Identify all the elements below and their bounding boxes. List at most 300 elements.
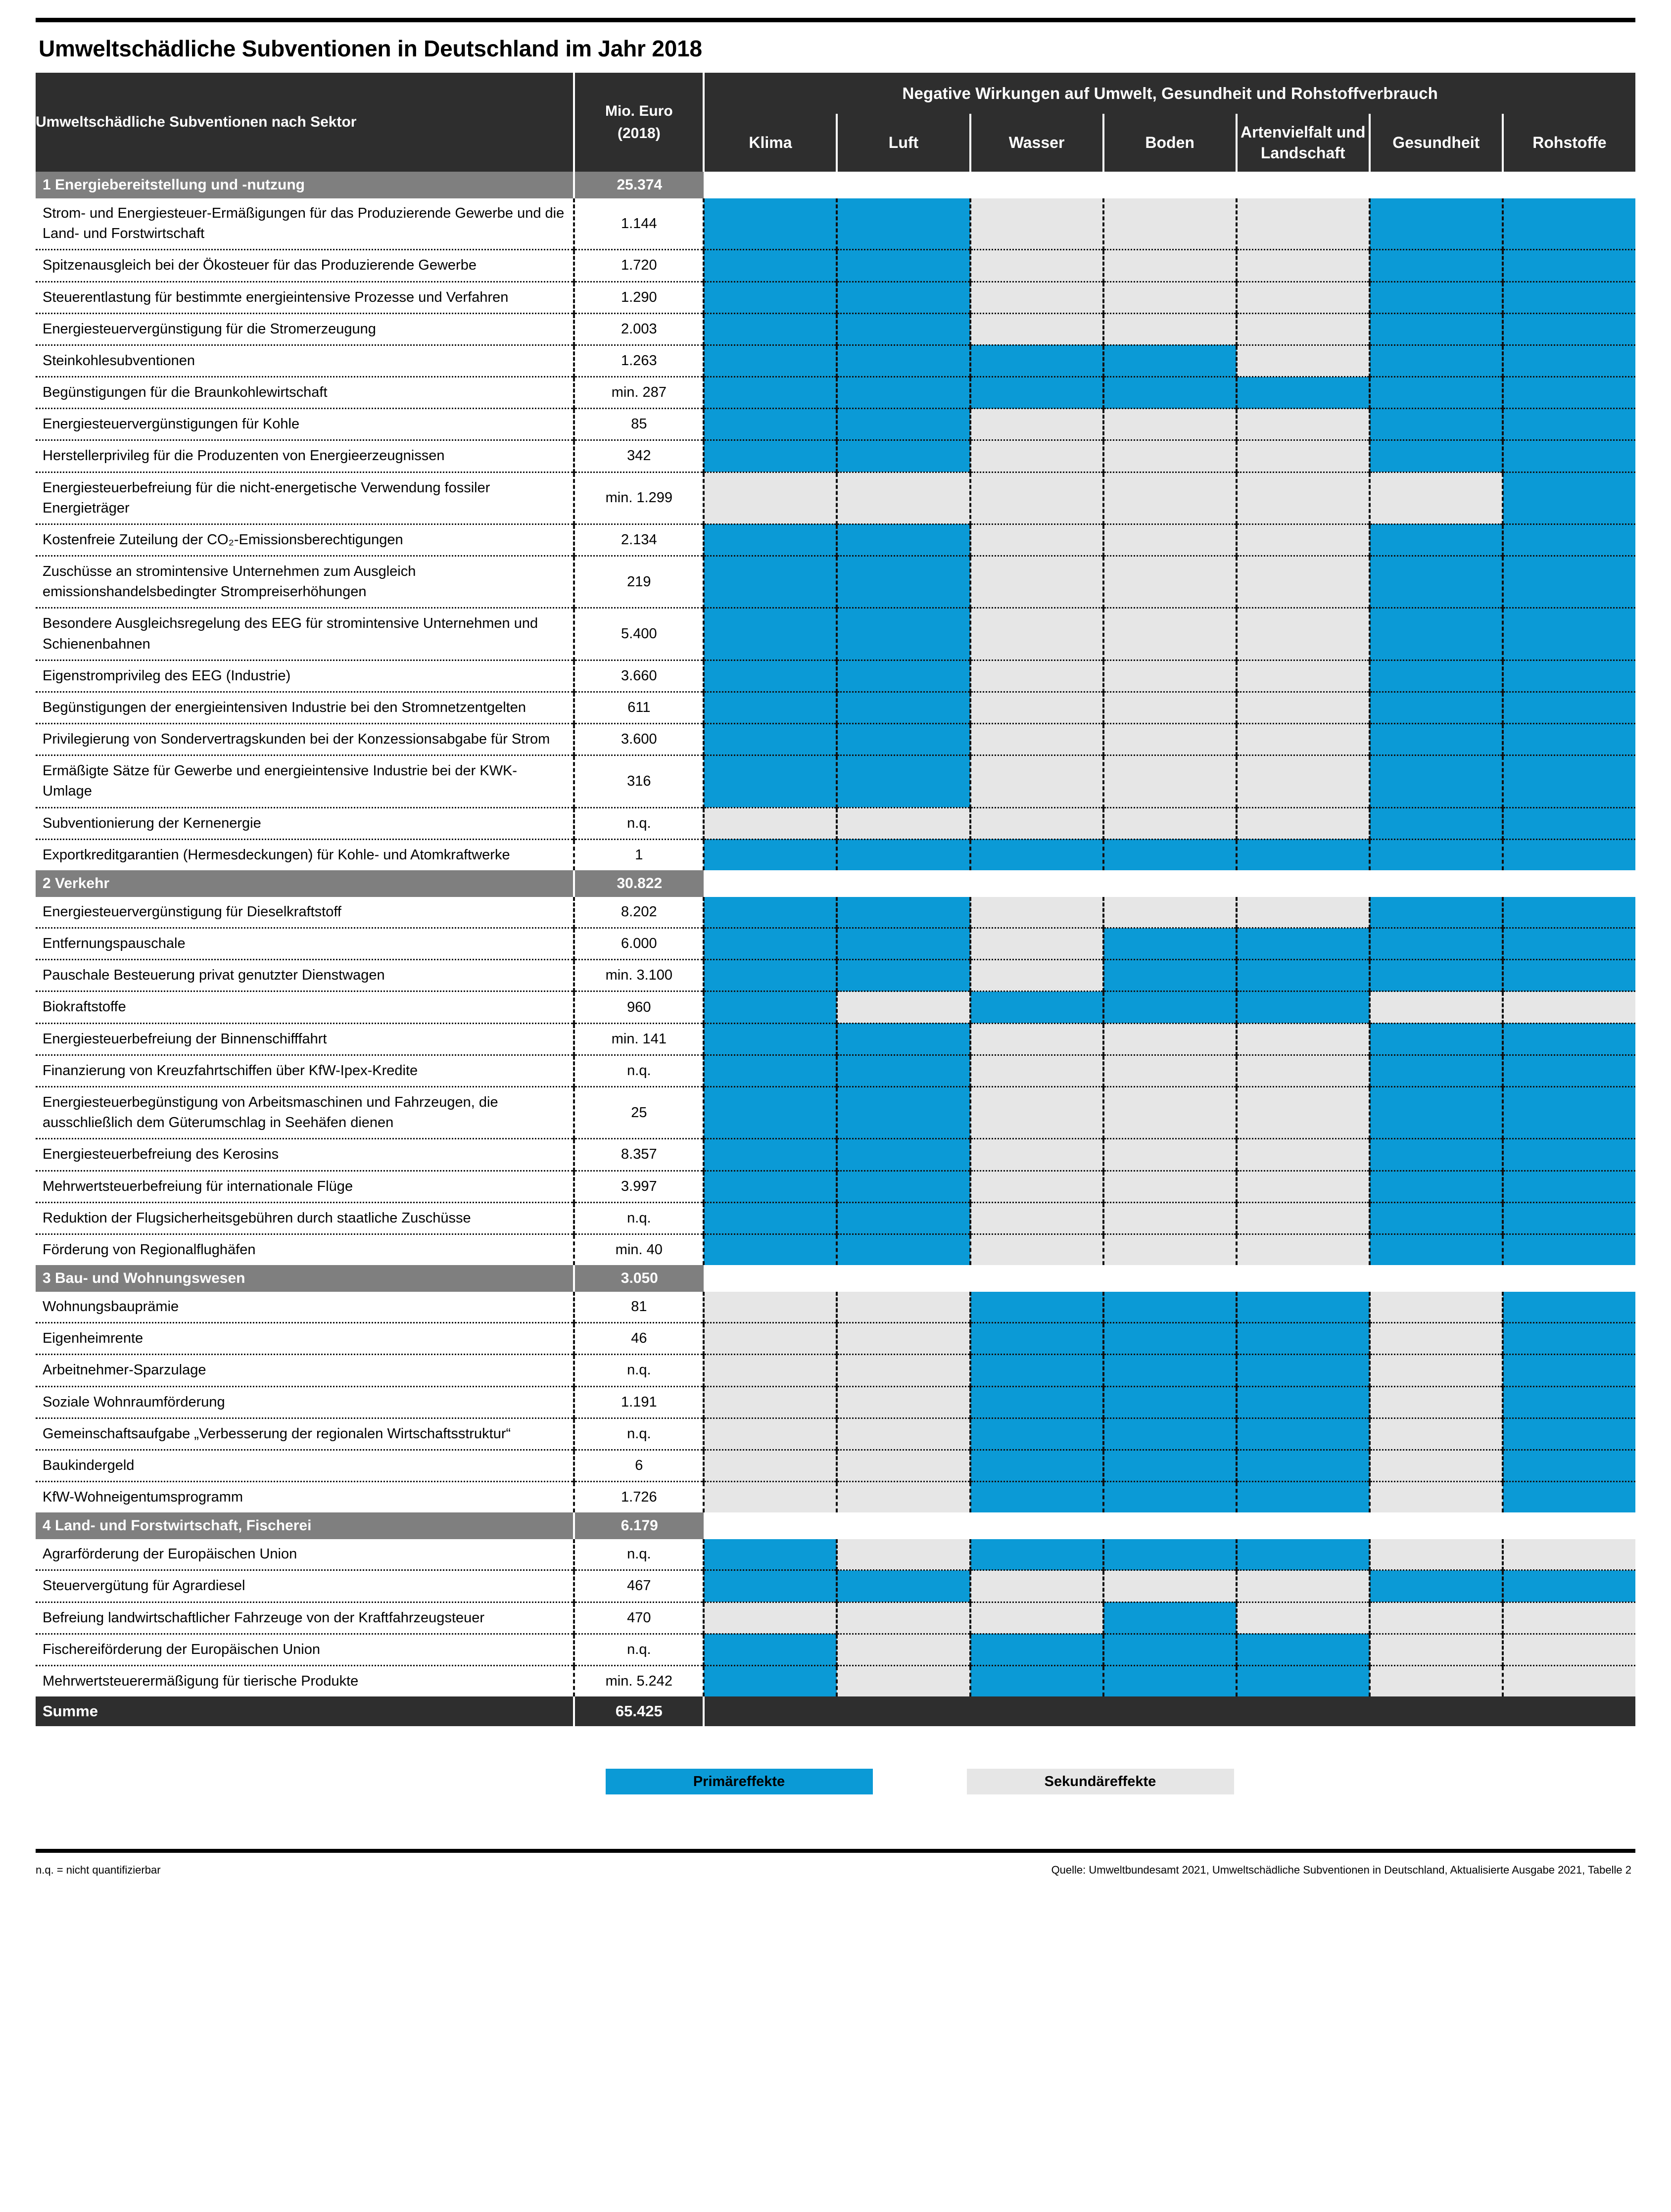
effect-cell <box>1503 755 1635 807</box>
subsidy-name: Reduktion der Flugsicherheitsgebühren durch staatliche Zuschüsse <box>36 1202 574 1234</box>
effect-cell <box>1103 1086 1237 1138</box>
effect-cell <box>1237 991 1370 1023</box>
table-row <box>36 692 1635 723</box>
effect-cell <box>970 1323 1103 1355</box>
subsidy-value: 342 <box>574 440 704 472</box>
subsidy-name: Steinkohlesubventionen <box>36 345 574 377</box>
effect-cell <box>837 1665 970 1696</box>
effect-cell <box>1237 960 1370 991</box>
header-effect-luft: Luft <box>837 114 970 172</box>
effect-cell <box>970 1055 1103 1086</box>
effect-cell <box>1503 1139 1635 1171</box>
table-row <box>36 440 1635 472</box>
subsidy-value: 470 <box>574 1602 704 1634</box>
subsidy-name: Subventionierung der Kernenergie <box>36 807 574 839</box>
effect-cell <box>704 250 837 282</box>
header-effects-group: Negative Wirkungen auf Umwelt, Gesundheit und Rohstoffverbrauch <box>704 73 1635 114</box>
effect-cell <box>1370 472 1503 524</box>
effect-cell <box>704 724 837 755</box>
source-citation: Quelle: Umweltbundesamt 2021, Umweltschädliche Subventionen in Deutschland, Aktualisierte Ausgabe 2021, Tabelle 2 <box>1051 1864 1631 1877</box>
effect-cell <box>1503 1055 1635 1086</box>
subsidies-table <box>36 73 1635 1726</box>
effect-cell <box>1237 1323 1370 1355</box>
effect-cell <box>1503 377 1635 409</box>
effect-cell <box>704 1292 837 1323</box>
effect-cell <box>837 1450 970 1481</box>
subsidy-name: Besondere Ausgleichsregelung des EEG für stromintensive Unternehmen und Schienenbahnen <box>36 608 574 660</box>
effect-cell <box>1103 897 1237 928</box>
effect-cell <box>1370 1482 1503 1513</box>
effect-cell <box>1103 440 1237 472</box>
effect-cell <box>1237 1570 1370 1602</box>
section-header-row <box>36 870 1635 897</box>
effect-cell <box>837 409 970 440</box>
effect-cell <box>1103 1539 1237 1570</box>
subsidy-value: 611 <box>574 692 704 723</box>
summary-row <box>36 1696 1635 1726</box>
effect-cell <box>1237 198 1370 250</box>
summary-label: Summe <box>36 1696 574 1726</box>
effect-cell <box>837 1171 970 1202</box>
effect-cell <box>704 928 837 960</box>
effect-cell <box>970 440 1103 472</box>
effect-cell <box>1237 472 1370 524</box>
effect-cell <box>970 524 1103 556</box>
table-row <box>36 1323 1635 1355</box>
table-row <box>36 1292 1635 1323</box>
header-effect-rohstoffe: Rohstoffe <box>1503 114 1635 172</box>
effect-cell <box>1103 1450 1237 1481</box>
subsidy-name: Energiesteuerbegünstigung von Arbeitsmaschinen und Fahrzeugen, die ausschließlich dem Güterumschlag in Seehäfen dienen <box>36 1086 574 1138</box>
effect-cell <box>837 1055 970 1086</box>
effect-cell <box>837 660 970 692</box>
effect-cell <box>1503 472 1635 524</box>
effect-cell <box>1237 250 1370 282</box>
footer-divider <box>36 1849 1635 1853</box>
subsidy-value: min. 40 <box>574 1234 704 1265</box>
section-value: 6.179 <box>574 1512 704 1539</box>
subsidy-value: 3.600 <box>574 724 704 755</box>
effect-cell <box>1503 1292 1635 1323</box>
effect-cell <box>970 1634 1103 1665</box>
effect-cell <box>1503 1202 1635 1234</box>
table-row <box>36 1086 1635 1138</box>
effect-cell <box>704 1450 837 1481</box>
effect-cell <box>1370 524 1503 556</box>
effect-cell <box>1237 807 1370 839</box>
effect-cell <box>970 1234 1103 1265</box>
effect-cell <box>970 1086 1103 1138</box>
subsidy-value: min. 1.299 <box>574 472 704 524</box>
legend-secondary-effects: Sekundäreffekte <box>967 1769 1234 1794</box>
effect-cell <box>704 1386 837 1418</box>
effect-cell <box>1237 839 1370 870</box>
effect-cell <box>837 991 970 1023</box>
effect-cell <box>1237 1665 1370 1696</box>
header-sector-column: Umweltschädliche Subventionen nach Sektor <box>36 73 574 172</box>
subsidy-name: Eigenstromprivileg des EEG (Industrie) <box>36 660 574 692</box>
table-row <box>36 282 1635 313</box>
effect-cell <box>1370 1418 1503 1450</box>
effect-cell <box>1370 1086 1503 1138</box>
effect-cell <box>970 1539 1103 1570</box>
effect-cell <box>1237 724 1370 755</box>
effect-cell <box>837 1234 970 1265</box>
page-title: Umweltschädliche Subventionen in Deutschland im Jahr 2018 <box>39 36 702 61</box>
effect-cell <box>1103 409 1237 440</box>
effect-cell <box>1370 897 1503 928</box>
subsidy-value: 1.144 <box>574 198 704 250</box>
table-row <box>36 897 1635 928</box>
effect-cell <box>1237 1386 1370 1418</box>
subsidy-name: Steuerentlastung für bestimmte energieintensive Prozesse und Verfahren <box>36 282 574 313</box>
effect-cell <box>970 1139 1103 1171</box>
effect-cell <box>1503 960 1635 991</box>
effect-cell <box>837 282 970 313</box>
effect-cell <box>1237 928 1370 960</box>
effect-cell <box>837 755 970 807</box>
effect-cell <box>970 282 1103 313</box>
effect-cell <box>704 440 837 472</box>
effect-cell <box>1237 660 1370 692</box>
subsidy-name: Energiesteuervergünstigung für die Stromerzeugung <box>36 313 574 345</box>
effect-cell <box>1237 1292 1370 1323</box>
table-row <box>36 1139 1635 1171</box>
subsidy-value: 46 <box>574 1323 704 1355</box>
effect-cell <box>1103 1418 1237 1450</box>
effect-cell <box>704 755 837 807</box>
section-value: 3.050 <box>574 1265 704 1292</box>
effect-cell <box>704 313 837 345</box>
effect-cell <box>1103 1202 1237 1234</box>
effect-cell <box>704 1023 837 1055</box>
effect-cell <box>1503 928 1635 960</box>
header-value-line1: Mio. Euro <box>605 103 673 119</box>
effect-cell <box>1370 807 1503 839</box>
table-row <box>36 1602 1635 1634</box>
table-row <box>36 960 1635 991</box>
effect-cell <box>1503 1355 1635 1386</box>
effect-cell <box>837 1418 970 1450</box>
table-row <box>36 1171 1635 1202</box>
effect-cell <box>970 839 1103 870</box>
effect-cell <box>1370 1171 1503 1202</box>
effect-cell <box>837 724 970 755</box>
subsidy-value: n.q. <box>574 1202 704 1234</box>
top-divider <box>36 18 1635 22</box>
effect-cell <box>704 524 837 556</box>
effect-cell <box>837 440 970 472</box>
effect-cell <box>837 1355 970 1386</box>
effect-cell <box>704 1234 837 1265</box>
effect-cell <box>970 472 1103 524</box>
effect-cell <box>1103 1602 1237 1634</box>
effect-cell <box>970 1665 1103 1696</box>
effect-cell <box>704 1570 837 1602</box>
effect-cell <box>837 345 970 377</box>
effect-cell <box>1370 839 1503 870</box>
subsidy-value: 81 <box>574 1292 704 1323</box>
effect-cell <box>970 897 1103 928</box>
table-row <box>36 1570 1635 1602</box>
subsidy-name: Mehrwertsteuerermäßigung für tierische Produkte <box>36 1665 574 1696</box>
table-row <box>36 556 1635 608</box>
effect-cell <box>837 472 970 524</box>
effect-cell <box>1370 250 1503 282</box>
effect-cell <box>1103 807 1237 839</box>
effect-cell <box>837 1634 970 1665</box>
effect-cell <box>704 1202 837 1234</box>
effect-cell <box>1503 1450 1635 1481</box>
effect-cell <box>1103 1482 1237 1513</box>
table-row <box>36 1665 1635 1696</box>
table-row <box>36 660 1635 692</box>
effect-cell <box>1237 377 1370 409</box>
effect-cell <box>837 1292 970 1323</box>
effect-cell <box>1503 1602 1635 1634</box>
effect-cell <box>837 1323 970 1355</box>
effect-cell <box>1370 1634 1503 1665</box>
effect-cell <box>1370 1055 1503 1086</box>
effect-cell <box>704 556 837 608</box>
subsidy-value: min. 141 <box>574 1023 704 1055</box>
effect-cell <box>1370 409 1503 440</box>
table-row <box>36 1634 1635 1665</box>
subsidy-name: Mehrwertsteuerbefreiung für internationale Flüge <box>36 1171 574 1202</box>
effect-cell <box>970 556 1103 608</box>
subsidy-value: 1.191 <box>574 1386 704 1418</box>
effect-cell <box>970 1023 1103 1055</box>
table-row <box>36 524 1635 556</box>
effect-cell <box>1103 556 1237 608</box>
effect-cell <box>1503 1418 1635 1450</box>
table-row <box>36 345 1635 377</box>
effect-cell <box>1103 1234 1237 1265</box>
table-row <box>36 198 1635 250</box>
effect-cell <box>837 608 970 660</box>
subsidy-value: min. 5.242 <box>574 1665 704 1696</box>
effect-cell <box>1237 1202 1370 1234</box>
effect-cell <box>1370 1450 1503 1481</box>
effect-cell <box>1103 1355 1237 1386</box>
section-spacer <box>704 172 1635 198</box>
effect-cell <box>837 897 970 928</box>
effect-cell <box>837 1086 970 1138</box>
subsidy-name: Energiesteuerbefreiung für die nicht-energetische Verwendung fossiler Energieträger <box>36 472 574 524</box>
table-body <box>36 172 1635 1726</box>
section-header-row <box>36 1265 1635 1292</box>
effect-cell <box>1237 1234 1370 1265</box>
subsidy-value: n.q. <box>574 1055 704 1086</box>
effect-cell <box>970 991 1103 1023</box>
effect-cell <box>970 1386 1103 1418</box>
effect-cell <box>1503 1570 1635 1602</box>
effect-cell <box>837 960 970 991</box>
effect-cell <box>837 839 970 870</box>
effect-cell <box>1237 1171 1370 1202</box>
effect-cell <box>1103 755 1237 807</box>
effect-cell <box>1370 313 1503 345</box>
section-spacer <box>704 1265 1635 1292</box>
subsidy-name: Zuschüsse an stromintensive Unternehmen zum Ausgleich emissionshandelsbedingter Strompreiserhöhungen <box>36 556 574 608</box>
effect-cell <box>1370 991 1503 1023</box>
subsidy-value: 5.400 <box>574 608 704 660</box>
effect-cell <box>704 1055 837 1086</box>
effect-cell <box>837 1202 970 1234</box>
effect-cell <box>837 198 970 250</box>
table-row <box>36 1202 1635 1234</box>
effect-cell <box>1370 608 1503 660</box>
section-spacer <box>704 1512 1635 1539</box>
effect-cell <box>704 1355 837 1386</box>
effect-cell <box>704 991 837 1023</box>
effect-cell <box>1370 928 1503 960</box>
subsidy-name: Biokraftstoffe <box>36 991 574 1023</box>
effect-cell <box>1103 1171 1237 1202</box>
effect-cell <box>1370 692 1503 723</box>
subsidy-name: Wohnungsbauprämie <box>36 1292 574 1323</box>
subsidy-name: Spitzenausgleich bei der Ökosteuer für das Produzierende Gewerbe <box>36 250 574 282</box>
effect-cell <box>1503 1023 1635 1055</box>
table-row <box>36 1539 1635 1570</box>
section-value: 30.822 <box>574 870 704 897</box>
section-label: 2 Verkehr <box>36 870 574 897</box>
effect-cell <box>704 1323 837 1355</box>
subsidy-value: 85 <box>574 409 704 440</box>
effect-cell <box>970 807 1103 839</box>
effect-cell <box>704 1665 837 1696</box>
subsidy-name: Energiesteuervergünstigungen für Kohle <box>36 409 574 440</box>
effect-cell <box>1237 1355 1370 1386</box>
effect-cell <box>1503 608 1635 660</box>
effect-cell <box>1103 928 1237 960</box>
subsidy-value: 8.202 <box>574 897 704 928</box>
effect-cell <box>1503 1634 1635 1665</box>
effect-cell <box>1370 1234 1503 1265</box>
effect-cell <box>837 928 970 960</box>
subsidy-value: n.q. <box>574 1418 704 1450</box>
effect-cell <box>1237 1055 1370 1086</box>
effect-cell <box>704 1482 837 1513</box>
subsidy-name: Eigenheimrente <box>36 1323 574 1355</box>
effect-cell <box>837 692 970 723</box>
effect-cell <box>1103 1055 1237 1086</box>
table-row <box>36 1450 1635 1481</box>
effect-cell <box>1370 377 1503 409</box>
effect-cell <box>970 250 1103 282</box>
header-value-column <box>574 73 704 172</box>
subsidy-value: n.q. <box>574 807 704 839</box>
table-row <box>36 1482 1635 1513</box>
section-label: 4 Land- und Forstwirtschaft, Fischerei <box>36 1512 574 1539</box>
effect-cell <box>1370 1665 1503 1696</box>
effect-cell <box>1103 960 1237 991</box>
effect-cell <box>1370 556 1503 608</box>
effect-cell <box>1370 1355 1503 1386</box>
effect-cell <box>1370 1202 1503 1234</box>
table-row <box>36 1355 1635 1386</box>
subsidy-value: 1.290 <box>574 282 704 313</box>
subsidy-name: Kostenfreie Zuteilung der CO₂-Emissionsberechtigungen <box>36 524 574 556</box>
subsidy-name: Steuervergütung für Agrardiesel <box>36 1570 574 1602</box>
subsidy-value: 6.000 <box>574 928 704 960</box>
effect-cell <box>970 198 1103 250</box>
effect-cell <box>1503 1086 1635 1138</box>
effect-cell <box>970 660 1103 692</box>
effect-cell <box>704 1086 837 1138</box>
footer <box>36 1853 1635 1877</box>
effect-cell <box>1503 991 1635 1023</box>
subsidy-name: Fischereiförderung der Europäischen Union <box>36 1634 574 1665</box>
subsidy-name: Herstellerprivileg für die Produzenten von Energieerzeugnissen <box>36 440 574 472</box>
effect-cell <box>837 1602 970 1634</box>
subsidy-value: n.q. <box>574 1634 704 1665</box>
subsidy-value: min. 3.100 <box>574 960 704 991</box>
effect-cell <box>970 1482 1103 1513</box>
effect-cell <box>837 250 970 282</box>
subsidy-name: KfW-Wohneigentumsprogramm <box>36 1482 574 1513</box>
table-row <box>36 1055 1635 1086</box>
effect-cell <box>1503 409 1635 440</box>
effect-cell <box>970 1292 1103 1323</box>
table-row <box>36 608 1635 660</box>
effect-cell <box>1503 660 1635 692</box>
summary-value: 65.425 <box>574 1696 704 1726</box>
table-row <box>36 1418 1635 1450</box>
effect-cell <box>1370 660 1503 692</box>
subsidy-name: Begünstigungen der energieintensiven Industrie bei den Stromnetzentgelten <box>36 692 574 723</box>
effect-cell <box>837 1023 970 1055</box>
effect-cell <box>1103 608 1237 660</box>
effect-cell <box>1103 313 1237 345</box>
effect-cell <box>1503 807 1635 839</box>
effect-cell <box>970 1202 1103 1234</box>
effect-cell <box>1103 1386 1237 1418</box>
effect-cell <box>704 1634 837 1665</box>
effect-cell <box>1237 409 1370 440</box>
effect-cell <box>970 1570 1103 1602</box>
effect-cell <box>1237 1482 1370 1513</box>
table-row <box>36 1023 1635 1055</box>
effect-cell <box>970 692 1103 723</box>
subsidy-value: 1.720 <box>574 250 704 282</box>
effect-cell <box>1370 1292 1503 1323</box>
header-effect-boden: Boden <box>1103 114 1237 172</box>
effect-cell <box>704 692 837 723</box>
table-row <box>36 755 1635 807</box>
subsidy-name: Finanzierung von Kreuzfahrtschiffen über KfW-Ipex-Kredite <box>36 1055 574 1086</box>
subsidy-name: Exportkreditgarantien (Hermesdeckungen) für Kohle- und Atomkraftwerke <box>36 839 574 870</box>
subsidy-name: Agrarförderung der Europäischen Union <box>36 1539 574 1570</box>
effect-cell <box>970 1171 1103 1202</box>
header-effect-wasser: Wasser <box>970 114 1103 172</box>
effect-cell <box>1503 345 1635 377</box>
header-effect-artenvielfalt: Artenvielfalt und Landschaft <box>1237 114 1370 172</box>
effect-cell <box>1503 1171 1635 1202</box>
effect-cell <box>837 1139 970 1171</box>
subsidy-value: 2.134 <box>574 524 704 556</box>
effect-cell <box>1503 556 1635 608</box>
header-value-line2: (2018) <box>617 125 661 141</box>
effect-cell <box>1503 897 1635 928</box>
effect-cell <box>837 1539 970 1570</box>
effect-cell <box>1503 1386 1635 1418</box>
table-row <box>36 250 1635 282</box>
effect-cell <box>970 755 1103 807</box>
subsidy-name: Strom- und Energiesteuer-Ermäßigungen für das Produzierende Gewerbe und die Land- und Forstwirtschaft <box>36 198 574 250</box>
effect-cell <box>1370 1023 1503 1055</box>
effect-cell <box>1370 755 1503 807</box>
